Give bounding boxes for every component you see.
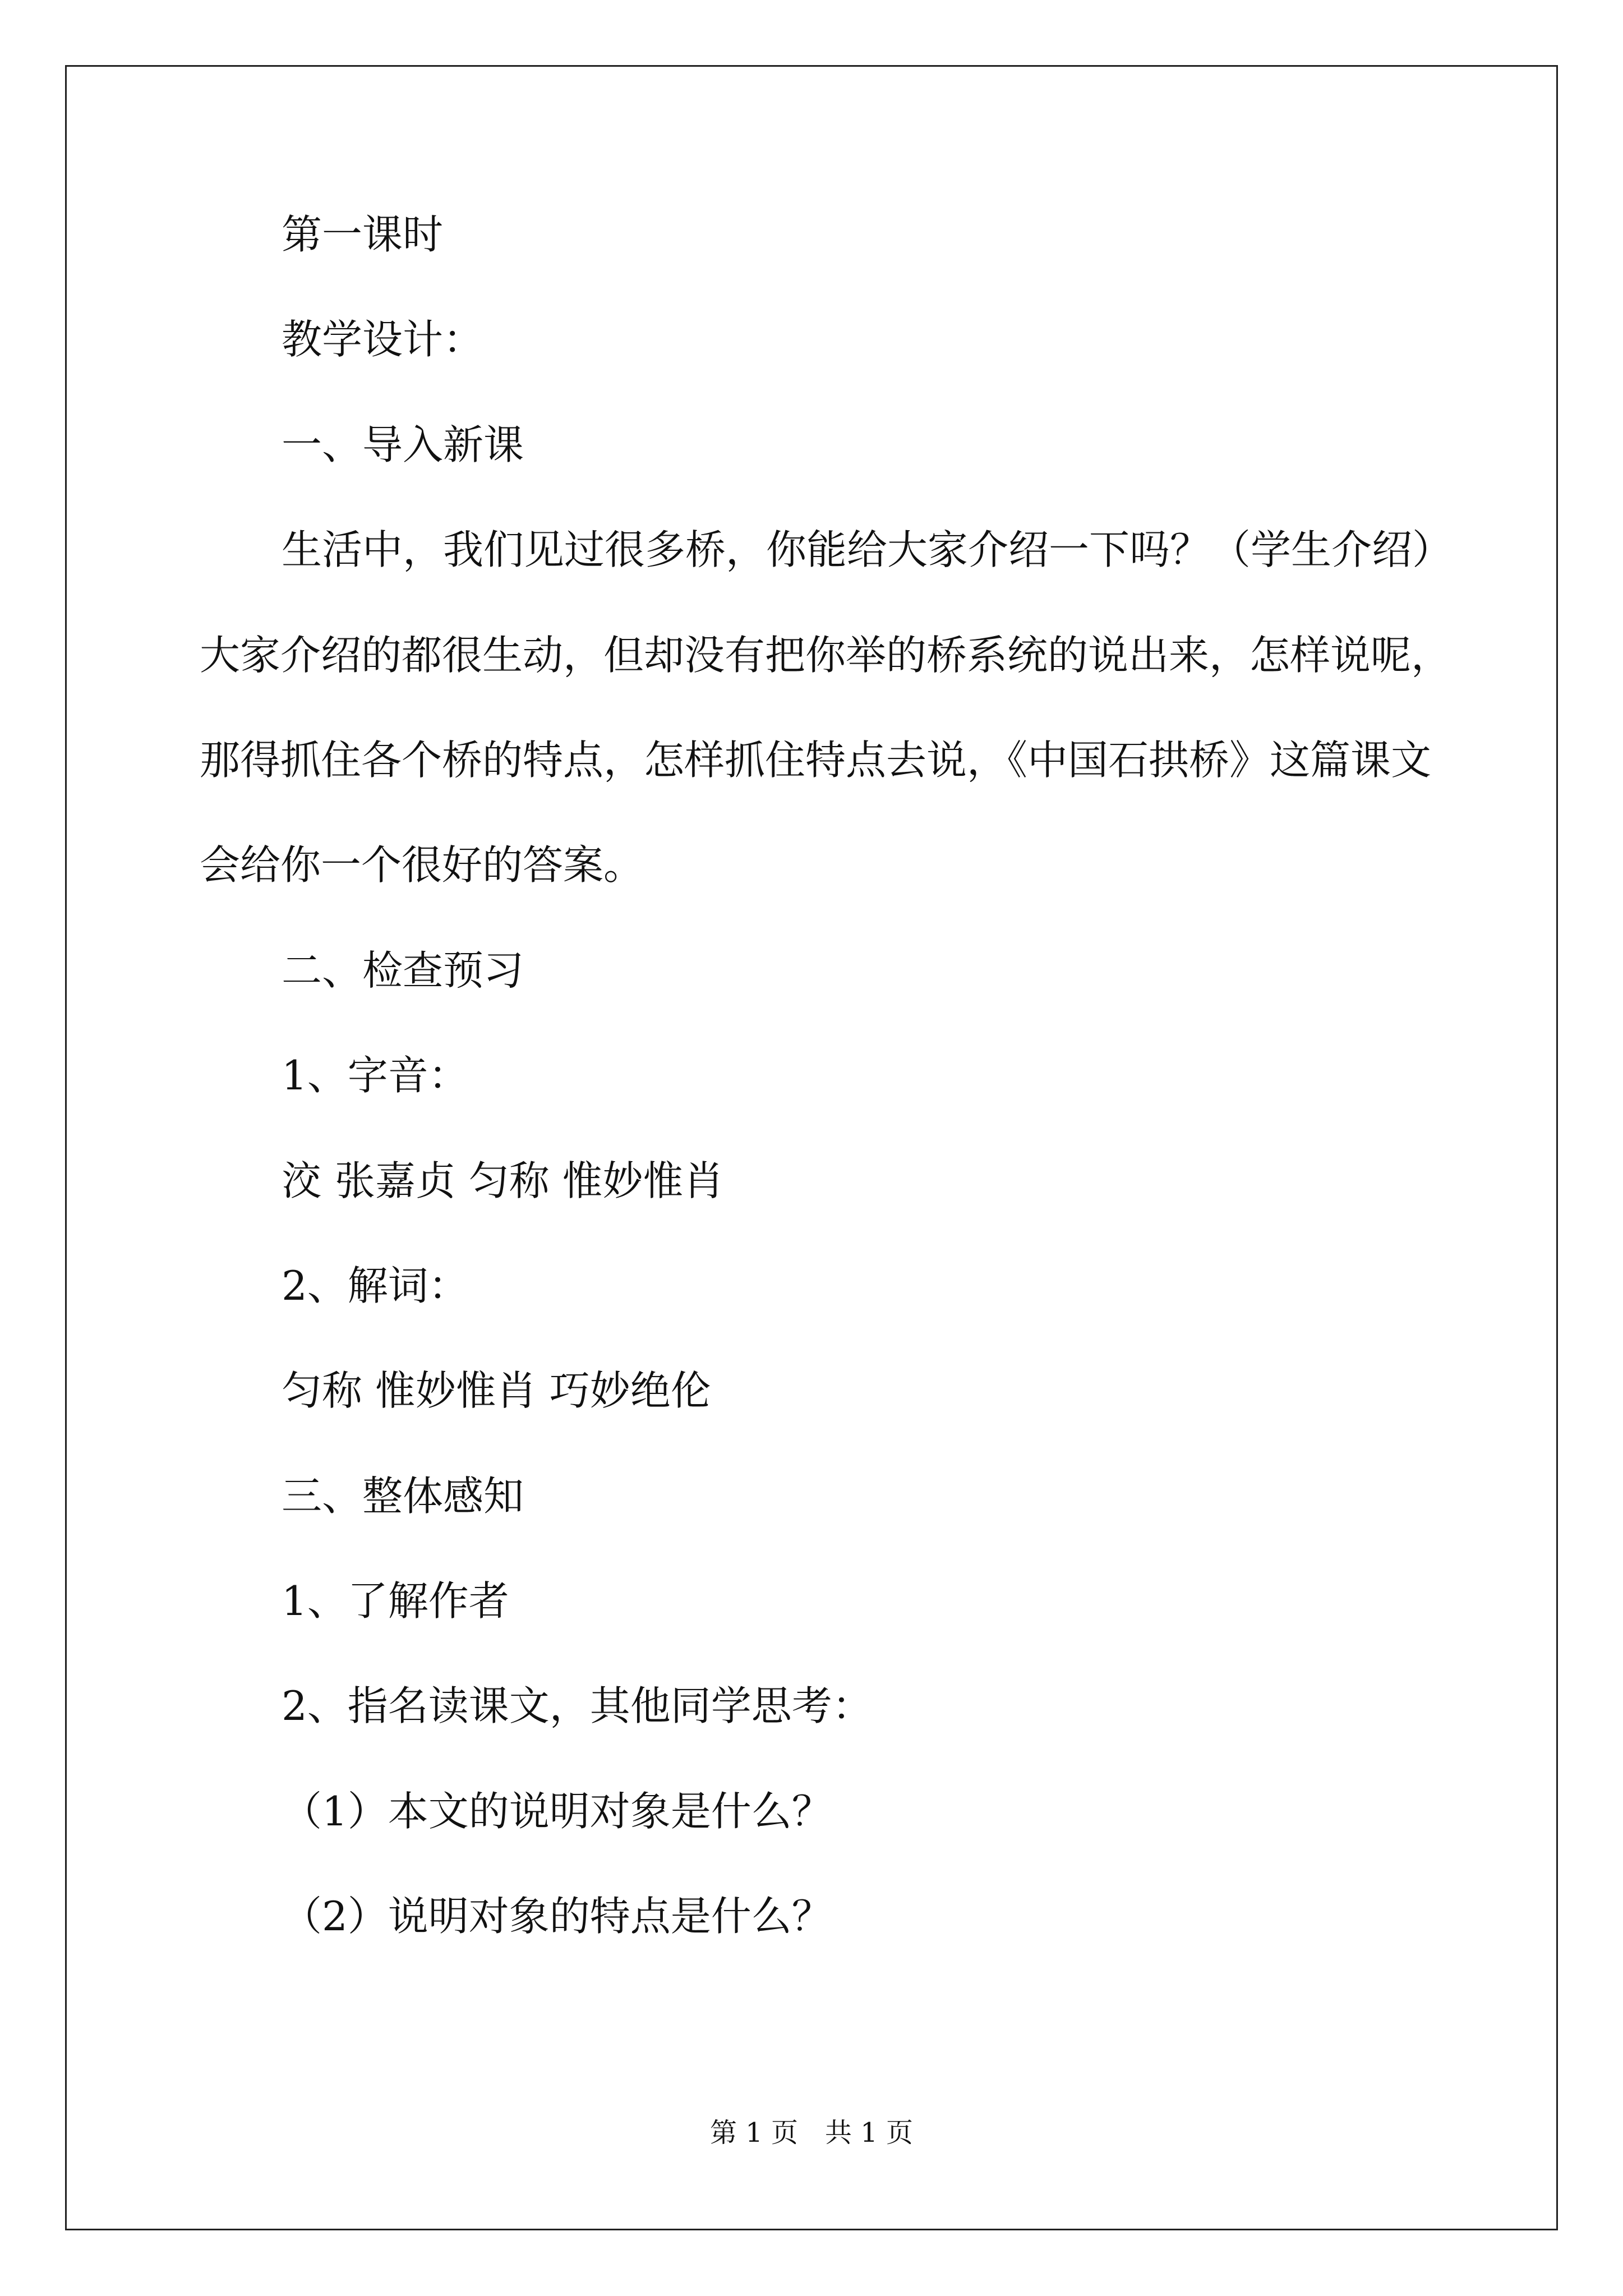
text-line: 洨 张嘉贞 匀称 惟妙惟肖 bbox=[282, 1157, 724, 1204]
paragraph-line: 生活中，我们见过很多桥，你能给大家介绍一下吗？（学生介绍） bbox=[282, 526, 1453, 574]
text-line: 1、字音： bbox=[282, 1052, 469, 1099]
text-line: （1）本文的说明对象是什么？ bbox=[282, 1787, 832, 1835]
text-line: 教学设计： bbox=[282, 316, 484, 364]
section-heading: 二、检查预习 bbox=[282, 946, 524, 994]
text-line: 匀称 惟妙惟肖 巧妙绝伦 bbox=[282, 1367, 711, 1415]
text-line: （2）说明对象的特点是什么？ bbox=[282, 1893, 832, 1940]
section-heading: 三、整体感知 bbox=[282, 1472, 524, 1520]
paragraph-line: 那得抓住各个桥的特点，怎样抓住特点去说，《中国石拱桥》这篇课文 bbox=[200, 736, 1432, 784]
document-body bbox=[200, 210, 1461, 1941]
section-heading: 一、导入新课 bbox=[282, 421, 524, 468]
text-line: 第一课时 bbox=[282, 211, 444, 258]
page-footer: 第 1 页 共 1 页 bbox=[709, 2117, 914, 2148]
paragraph-line: 大家介绍的都很生动，但却没有把你举的桥系统的说出来，怎样说呢， bbox=[200, 631, 1452, 679]
text-line: 2、指名读课文，其他同学思考： bbox=[282, 1682, 873, 1730]
paragraph-line: 会给你一个很好的答案。 bbox=[200, 841, 644, 889]
text-line: 2、解词： bbox=[282, 1262, 469, 1309]
text-line: 1、了解作者 bbox=[282, 1577, 509, 1625]
